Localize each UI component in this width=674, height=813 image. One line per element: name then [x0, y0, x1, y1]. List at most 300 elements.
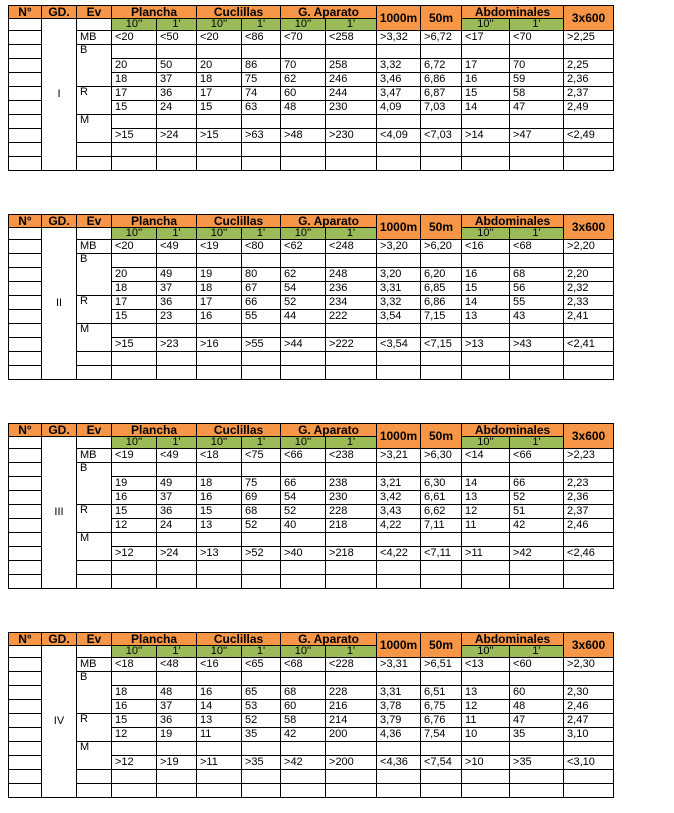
empty-cell [242, 784, 281, 798]
empty-cell [157, 575, 197, 589]
value-cell: 44 [281, 310, 326, 324]
value-cell: 13 [462, 310, 510, 324]
empty-cell [9, 533, 42, 547]
value-cell: 17 [112, 296, 157, 310]
empty-cell [462, 254, 510, 268]
value-cell: >222 [326, 338, 377, 352]
empty-cell [197, 463, 242, 477]
value-cell: 24 [157, 519, 197, 533]
col-header-evaluation: Ev [77, 424, 112, 437]
value-cell: 51 [510, 505, 564, 519]
value-cell: 17 [197, 87, 242, 101]
subheader-time: 1' [510, 646, 564, 658]
empty-cell [157, 254, 197, 268]
value-cell: <65 [242, 658, 281, 672]
empty-cell [510, 254, 564, 268]
empty-cell [197, 254, 242, 268]
value-cell: <16 [197, 658, 242, 672]
empty-cell [112, 45, 157, 59]
col-header-3x600: 3x600 [564, 633, 614, 658]
value-cell: 58 [510, 87, 564, 101]
value-cell: <7,11 [421, 547, 462, 561]
value-cell: 214 [326, 714, 377, 728]
ev-label-mb: MB [77, 31, 112, 45]
value-cell: 60 [281, 87, 326, 101]
empty-cell [377, 770, 421, 784]
value-cell: 2,36 [564, 491, 614, 505]
value-cell: 4,09 [377, 101, 421, 115]
empty-cell [157, 157, 197, 171]
empty-cell [197, 770, 242, 784]
value-cell: 67 [242, 282, 281, 296]
value-cell: <7,03 [421, 129, 462, 143]
empty-cell [77, 575, 112, 589]
subheader-time: 1' [326, 646, 377, 658]
value-cell: >11 [462, 547, 510, 561]
value-cell: 6,61 [421, 491, 462, 505]
empty-cell [281, 254, 326, 268]
empty-cell [9, 728, 42, 742]
value-cell: <4,22 [377, 547, 421, 561]
value-cell: 50 [157, 59, 197, 73]
value-cell: 2,33 [564, 296, 614, 310]
value-cell: 11 [462, 519, 510, 533]
empty-cell [564, 672, 614, 686]
empty-cell [112, 366, 157, 380]
empty-cell [377, 143, 421, 157]
empty-cell [462, 352, 510, 366]
value-cell: <18 [197, 449, 242, 463]
subheader-time: 10'' [197, 228, 242, 240]
value-cell: 2,46 [564, 700, 614, 714]
empty-cell [9, 268, 42, 282]
value-cell: >3,21 [377, 449, 421, 463]
empty-cell [197, 157, 242, 171]
value-cell: <7,54 [421, 756, 462, 770]
empty-cell [377, 45, 421, 59]
col-header-cuclillas: Cuclillas [197, 424, 281, 437]
empty-cell [377, 157, 421, 171]
empty-cell [112, 143, 157, 157]
subheader-time: 1' [242, 19, 281, 31]
value-cell: <66 [510, 449, 564, 463]
value-cell: 16 [462, 73, 510, 87]
value-cell: >15 [112, 129, 157, 143]
empty-cell [157, 463, 197, 477]
value-cell: 6,87 [421, 87, 462, 101]
value-cell: 6,62 [421, 505, 462, 519]
empty-cell [112, 463, 157, 477]
empty-cell [242, 770, 281, 784]
value-cell: >16 [197, 338, 242, 352]
value-cell: 6,51 [421, 686, 462, 700]
ev-label-m: M [77, 742, 112, 770]
value-cell: 2,37 [564, 87, 614, 101]
empty-cell [197, 575, 242, 589]
empty-cell [112, 324, 157, 338]
value-cell: 7,54 [421, 728, 462, 742]
value-cell: <20 [112, 240, 157, 254]
value-cell: 18 [197, 282, 242, 296]
value-cell: <68 [281, 658, 326, 672]
empty-cell [281, 463, 326, 477]
col-header-3x600: 3x600 [564, 424, 614, 449]
empty-cell [77, 228, 112, 240]
value-cell: <62 [281, 240, 326, 254]
empty-cell [9, 437, 42, 449]
empty-cell [77, 352, 112, 366]
col-header-cuclillas: Cuclillas [197, 6, 281, 19]
empty-cell [510, 533, 564, 547]
grade-table-1 [8, 5, 674, 171]
value-cell: <49 [157, 449, 197, 463]
value-cell: 18 [112, 686, 157, 700]
value-cell: <7,15 [421, 338, 462, 352]
empty-cell [242, 45, 281, 59]
empty-cell [326, 157, 377, 171]
value-cell: 63 [242, 101, 281, 115]
value-cell: 13 [462, 491, 510, 505]
value-cell: 16 [197, 491, 242, 505]
value-cell: 19 [157, 728, 197, 742]
value-cell: 19 [197, 268, 242, 282]
value-cell: 230 [326, 101, 377, 115]
value-cell: 15 [112, 310, 157, 324]
value-cell: 10 [462, 728, 510, 742]
subheader-time: 1' [157, 228, 197, 240]
subheader-time: 10'' [462, 437, 510, 449]
value-cell: 228 [326, 505, 377, 519]
col-header-evaluation: Ev [77, 215, 112, 228]
empty-cell [9, 700, 42, 714]
value-cell: <48 [157, 658, 197, 672]
empty-cell [281, 366, 326, 380]
subheader-time: 1' [510, 228, 564, 240]
empty-cell [564, 254, 614, 268]
col-header-abdominales: Abdominales [462, 424, 564, 437]
value-cell: 60 [281, 700, 326, 714]
empty-cell [9, 310, 42, 324]
value-cell: <50 [157, 31, 197, 45]
value-cell: >3,31 [377, 658, 421, 672]
col-header-3x600: 3x600 [564, 6, 614, 31]
value-cell: 216 [326, 700, 377, 714]
value-cell: 48 [157, 686, 197, 700]
empty-cell [421, 143, 462, 157]
value-cell: 16 [462, 268, 510, 282]
empty-cell [197, 324, 242, 338]
empty-cell [77, 366, 112, 380]
value-cell: 86 [242, 59, 281, 73]
empty-cell [377, 254, 421, 268]
value-cell: 14 [462, 101, 510, 115]
col-header-50m: 50m [421, 633, 462, 658]
empty-cell [112, 115, 157, 129]
empty-cell [112, 742, 157, 756]
value-cell: 236 [326, 282, 377, 296]
empty-cell [281, 784, 326, 798]
value-cell: 12 [462, 700, 510, 714]
empty-cell [9, 45, 42, 59]
value-cell: >44 [281, 338, 326, 352]
empty-cell [326, 143, 377, 157]
empty-cell [377, 533, 421, 547]
empty-cell [326, 115, 377, 129]
value-cell: 13 [197, 714, 242, 728]
value-cell: >42 [510, 547, 564, 561]
empty-cell [9, 59, 42, 73]
value-cell: 49 [157, 268, 197, 282]
empty-cell [242, 324, 281, 338]
empty-cell [510, 115, 564, 129]
value-cell: 18 [112, 282, 157, 296]
value-cell: 222 [326, 310, 377, 324]
grade-label: II [42, 228, 77, 380]
empty-cell [112, 352, 157, 366]
grade-table-2 [8, 214, 674, 380]
empty-cell [564, 115, 614, 129]
subheader-time: 10'' [462, 646, 510, 658]
empty-cell [462, 143, 510, 157]
empty-cell [281, 324, 326, 338]
value-cell: >47 [510, 129, 564, 143]
empty-cell [510, 463, 564, 477]
value-cell: >15 [112, 338, 157, 352]
empty-cell [9, 672, 42, 686]
col-header-aparato: G. Aparato [281, 6, 377, 19]
col-header-1000m: 1000m [377, 633, 421, 658]
col-header-aparato: G. Aparato [281, 633, 377, 646]
col-header-plancha: Plancha [112, 6, 197, 19]
value-cell: <86 [242, 31, 281, 45]
value-cell: >13 [197, 547, 242, 561]
subheader-time: 10'' [462, 19, 510, 31]
empty-cell [242, 115, 281, 129]
value-cell: 3,46 [377, 73, 421, 87]
empty-cell [112, 575, 157, 589]
empty-cell [281, 575, 326, 589]
empty-cell [462, 561, 510, 575]
col-header-50m: 50m [421, 424, 462, 449]
value-cell: 75 [242, 477, 281, 491]
empty-cell [9, 646, 42, 658]
value-cell: >40 [281, 547, 326, 561]
empty-cell [77, 19, 112, 31]
empty-cell [326, 575, 377, 589]
subheader-time: 1' [242, 228, 281, 240]
value-cell: >2,20 [564, 240, 614, 254]
col-header-grade: GD. [42, 633, 77, 646]
empty-cell [462, 45, 510, 59]
col-header-plancha: Plancha [112, 424, 197, 437]
value-cell: <16 [462, 240, 510, 254]
empty-cell [510, 143, 564, 157]
empty-cell [326, 45, 377, 59]
value-cell: 200 [326, 728, 377, 742]
empty-cell [281, 561, 326, 575]
value-cell: 14 [462, 477, 510, 491]
value-cell: <80 [242, 240, 281, 254]
value-cell: <13 [462, 658, 510, 672]
empty-cell [462, 770, 510, 784]
value-cell: 36 [157, 505, 197, 519]
empty-cell [9, 324, 42, 338]
value-cell: >3,20 [377, 240, 421, 254]
value-cell: <3,54 [377, 338, 421, 352]
empty-cell [9, 756, 42, 770]
empty-cell [77, 561, 112, 575]
empty-cell [197, 561, 242, 575]
empty-cell [157, 115, 197, 129]
empty-cell [510, 366, 564, 380]
empty-cell [281, 770, 326, 784]
value-cell: >43 [510, 338, 564, 352]
empty-cell [326, 533, 377, 547]
subheader-time: 10'' [112, 437, 157, 449]
empty-cell [77, 437, 112, 449]
value-cell: 2,25 [564, 59, 614, 73]
value-cell: >12 [112, 547, 157, 561]
value-cell: 37 [157, 491, 197, 505]
col-header-1000m: 1000m [377, 215, 421, 240]
empty-cell [242, 143, 281, 157]
value-cell: 3,47 [377, 87, 421, 101]
empty-cell [9, 770, 42, 784]
empty-cell [157, 45, 197, 59]
empty-cell [197, 366, 242, 380]
empty-cell [564, 575, 614, 589]
value-cell: <66 [281, 449, 326, 463]
empty-cell [9, 714, 42, 728]
empty-cell [421, 45, 462, 59]
empty-cell [242, 463, 281, 477]
empty-cell [242, 157, 281, 171]
empty-cell [281, 115, 326, 129]
empty-cell [9, 101, 42, 115]
empty-cell [197, 352, 242, 366]
value-cell: >6,51 [421, 658, 462, 672]
col-header-50m: 50m [421, 6, 462, 31]
value-cell: 6,20 [421, 268, 462, 282]
value-cell: 58 [281, 714, 326, 728]
value-cell: 52 [510, 491, 564, 505]
value-cell: 16 [197, 310, 242, 324]
value-cell: 66 [281, 477, 326, 491]
grade-table-3 [8, 423, 674, 589]
empty-cell [112, 157, 157, 171]
empty-cell [157, 742, 197, 756]
value-cell: 6,76 [421, 714, 462, 728]
value-cell: 18 [112, 73, 157, 87]
col-header-number: N° [9, 633, 42, 646]
subheader-time: 1' [326, 437, 377, 449]
subheader-time: 10'' [281, 646, 326, 658]
ev-label-b: B [77, 45, 112, 87]
empty-cell [510, 742, 564, 756]
value-cell: >11 [197, 756, 242, 770]
empty-cell [77, 770, 112, 784]
empty-cell [112, 561, 157, 575]
col-header-plancha: Plancha [112, 633, 197, 646]
value-cell: 48 [281, 101, 326, 115]
value-cell: 17 [462, 59, 510, 73]
value-cell: 65 [242, 686, 281, 700]
value-cell: 2,32 [564, 282, 614, 296]
empty-cell [564, 157, 614, 171]
value-cell: 36 [157, 87, 197, 101]
value-cell: <228 [326, 658, 377, 672]
value-cell: 2,36 [564, 73, 614, 87]
empty-cell [462, 533, 510, 547]
value-cell: 56 [510, 282, 564, 296]
value-cell: 3,32 [377, 59, 421, 73]
empty-cell [421, 672, 462, 686]
value-cell: 3,78 [377, 700, 421, 714]
empty-cell [9, 296, 42, 310]
empty-cell [377, 324, 421, 338]
empty-cell [157, 533, 197, 547]
empty-cell [564, 784, 614, 798]
value-cell: >200 [326, 756, 377, 770]
value-cell: >2,30 [564, 658, 614, 672]
empty-cell [9, 491, 42, 505]
empty-cell [564, 143, 614, 157]
value-cell: 4,36 [377, 728, 421, 742]
value-cell: 248 [326, 268, 377, 282]
subheader-time: 10'' [281, 437, 326, 449]
value-cell: 15 [197, 505, 242, 519]
empty-cell [510, 672, 564, 686]
value-cell: <70 [510, 31, 564, 45]
empty-cell [9, 19, 42, 31]
empty-cell [462, 366, 510, 380]
col-header-50m: 50m [421, 215, 462, 240]
value-cell: 6,75 [421, 700, 462, 714]
col-header-number: N° [9, 424, 42, 437]
value-cell: 258 [326, 59, 377, 73]
empty-cell [281, 45, 326, 59]
value-cell: 54 [281, 282, 326, 296]
value-cell: >2,23 [564, 449, 614, 463]
empty-cell [377, 742, 421, 756]
value-cell: 3,31 [377, 282, 421, 296]
empty-cell [510, 45, 564, 59]
empty-cell [326, 770, 377, 784]
value-cell: 62 [281, 268, 326, 282]
empty-cell [9, 143, 42, 157]
value-cell: 11 [197, 728, 242, 742]
value-cell: 2,46 [564, 519, 614, 533]
empty-cell [9, 228, 42, 240]
value-cell: 54 [281, 491, 326, 505]
empty-cell [564, 561, 614, 575]
empty-cell [421, 157, 462, 171]
empty-cell [197, 533, 242, 547]
empty-cell [197, 742, 242, 756]
grade-label: III [42, 437, 77, 589]
subheader-time: 10'' [112, 646, 157, 658]
empty-cell [112, 672, 157, 686]
empty-cell [510, 575, 564, 589]
value-cell: <68 [510, 240, 564, 254]
subheader-time: 10'' [112, 19, 157, 31]
value-cell: 70 [510, 59, 564, 73]
empty-cell [9, 477, 42, 491]
subheader-time: 10'' [281, 228, 326, 240]
value-cell: >42 [281, 756, 326, 770]
value-cell: 20 [197, 59, 242, 73]
value-cell: >24 [157, 129, 197, 143]
